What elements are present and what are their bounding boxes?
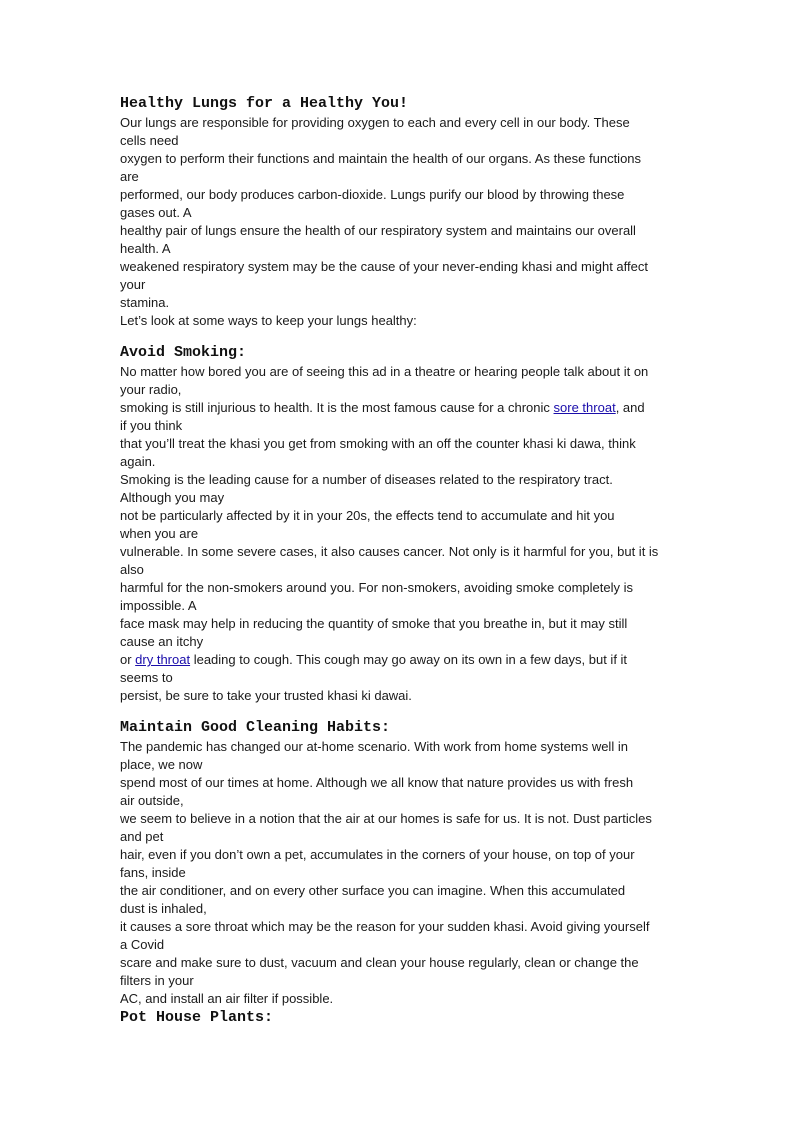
section-paragraph (120, 738, 680, 1008)
dry-throat-link[interactable]: dry throat (135, 652, 191, 667)
section-cleaning-habits (120, 718, 680, 1008)
text-line: if you think (120, 418, 183, 433)
text-line: The pandemic has changed our at-home scenario. With work from home systems well in (120, 739, 628, 754)
text-line: Although you may (120, 490, 225, 505)
text-line: hair, even if you don’t own a pet, accumulates in the corners of your house, on top of your (120, 847, 635, 862)
section-avoid-smoking (120, 343, 680, 705)
section-pot-house-plants (120, 1008, 680, 1028)
text-line: scare and make sure to dust, vacuum and clean your house regularly, clean or change the (120, 955, 639, 970)
intro-paragraph (120, 114, 680, 330)
text-line: harmful for the non-smokers around you. For non-smokers, avoiding smoke completely is (120, 580, 633, 595)
section-heading: Pot House Plants: (120, 1009, 274, 1026)
text-line: that you’ll treat the khasi you get from smoking with an off the counter khasi ki dawa, think (120, 436, 636, 451)
text-line: vulnerable. In some severe cases, it also causes cancer. Not only is it harmful for you, but it is (120, 544, 659, 559)
text-line: also (120, 562, 144, 577)
text-line: Let’s look at some ways to keep your lungs healthy: (120, 313, 417, 328)
text-line: performed, our body produces carbon-dioxide. Lungs purify our blood by throwing these (120, 187, 625, 202)
text-line: are (120, 169, 139, 184)
text-line-with-link (120, 399, 680, 417)
text-line: again. (120, 454, 156, 469)
text-line: dust is inhaled, (120, 901, 207, 916)
text-line: gases out. A (120, 205, 192, 220)
text-line: health. A (120, 241, 171, 256)
text-line: AC, and install an air filter if possible. (120, 991, 334, 1006)
text-line: your (120, 277, 146, 292)
text-line: a Covid (120, 937, 165, 952)
link-line-pre: or (120, 652, 136, 667)
link-line-post: , and (615, 400, 645, 415)
text-line: cause an itchy (120, 634, 204, 649)
section-heading: Avoid Smoking: (120, 344, 247, 361)
text-line: face mask may help in reducing the quantity of smoke that you breathe in, but it may still (120, 616, 628, 631)
text-line: your radio, (120, 382, 182, 397)
article (120, 94, 680, 1028)
text-line: air outside, (120, 793, 184, 808)
section-paragraph (120, 363, 680, 705)
text-line: stamina. (120, 295, 170, 310)
text-line: oxygen to perform their functions and maintain the health of our organs. As these functions (120, 151, 642, 166)
text-line: and pet (120, 829, 164, 844)
text-line: Our lungs are responsible for providing oxygen to each and every cell in our body. These (120, 115, 630, 130)
sore-throat-link[interactable]: sore throat (553, 400, 616, 415)
text-line: the air conditioner, and on every other surface you can imagine. When this accumulated (120, 883, 626, 898)
text-line: when you are (120, 526, 199, 541)
text-line: No matter how bored you are of seeing this ad in a theatre or hearing people talk about it on (120, 364, 649, 379)
text-line: fans, inside (120, 865, 186, 880)
text-line: spend most of our times at home. Although we all know that nature provides us with fresh (120, 775, 634, 790)
text-line: Smoking is the leading cause for a number of diseases related to the respiratory tract. (120, 472, 613, 487)
text-line: filters in your (120, 973, 194, 988)
text-line: impossible. A (120, 598, 197, 613)
text-line: place, we now (120, 757, 203, 772)
text-line: healthy pair of lungs ensure the health of our respiratory system and maintains our overall (120, 223, 636, 238)
link-line-pre: smoking is still injurious to health. It is the most famous cause for a chronic (120, 400, 554, 415)
text-line: persist, be sure to take your trusted khasi ki dawai. (120, 688, 412, 703)
section-heading: Maintain Good Cleaning Habits: (120, 719, 391, 736)
text-line: we seem to believe in a notion that the air at our homes is safe for us. It is not. Dust particles (120, 811, 652, 826)
text-line: it causes a sore throat which may be the reason for your sudden khasi. Avoid giving yourself (120, 919, 650, 934)
text-line: seems to (120, 670, 173, 685)
text-line: not be particularly affected by it in your 20s, the effects tend to accumulate and hit you (120, 508, 615, 523)
article-title: Healthy Lungs for a Healthy You! (120, 95, 409, 112)
text-line: cells need (120, 133, 179, 148)
text-line: weakened respiratory system may be the cause of your never-ending khasi and might affect (120, 259, 648, 274)
text-line-with-link (120, 651, 680, 669)
link-line-post: leading to cough. This cough may go away on its own in a few days, but if it (190, 652, 628, 667)
